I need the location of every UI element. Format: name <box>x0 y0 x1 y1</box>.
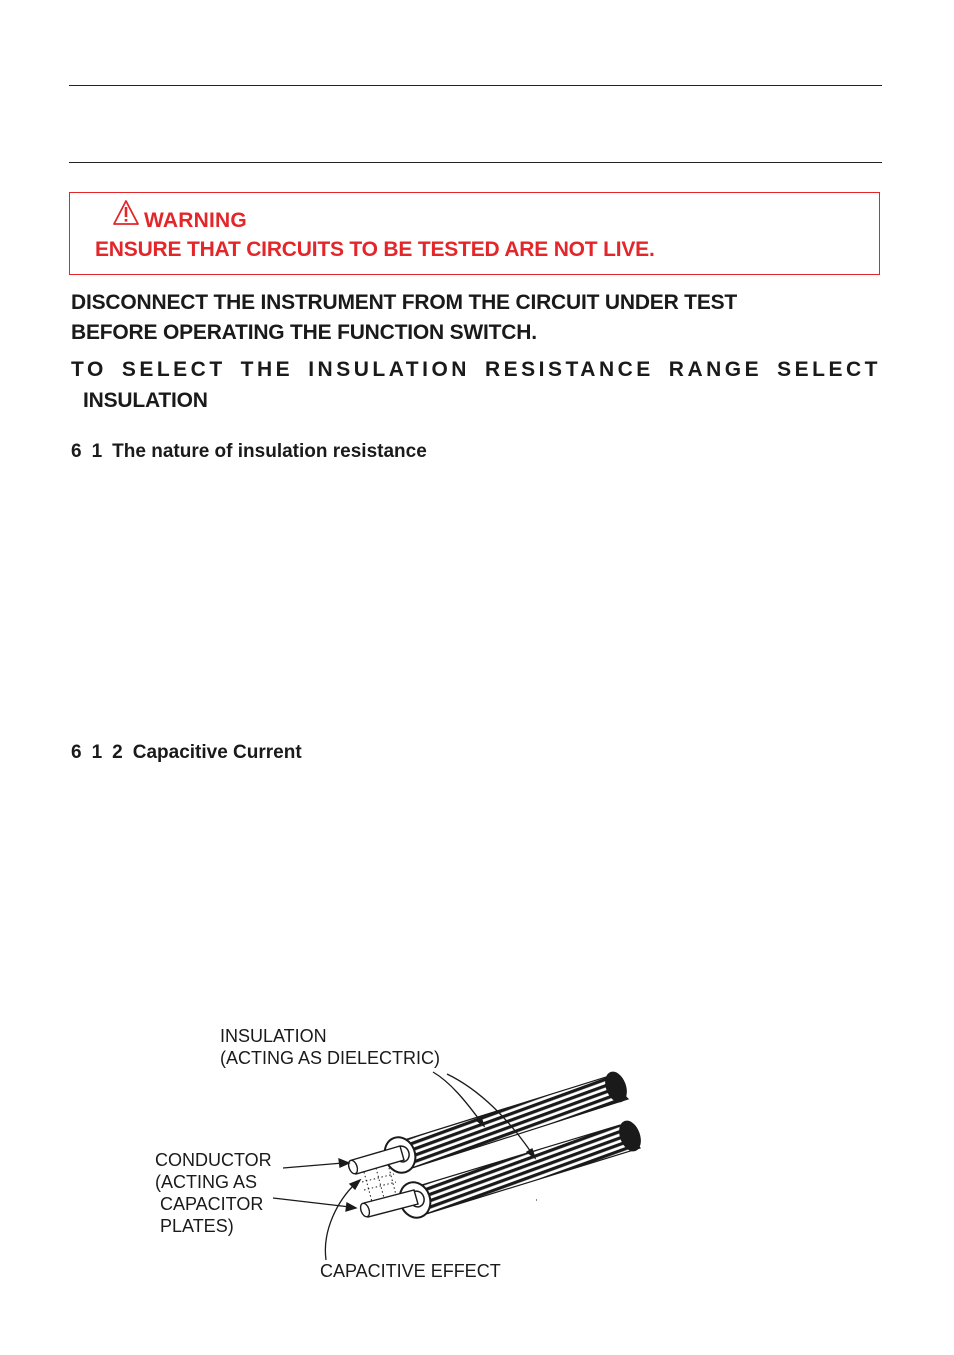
instruction-line-1: DISCONNECT THE INSTRUMENT FROM THE CIRCUIT UNDER TEST <box>71 291 738 314</box>
section-title: Capacitive Current <box>132 742 302 763</box>
warning-triangle-icon <box>112 199 140 227</box>
capacitive-cable-figure <box>150 1020 670 1290</box>
conductor-label: CONDUCTOR (ACTING AS CAPACITOR PLATES) <box>155 1150 272 1236</box>
select-word: INSULATION <box>308 358 470 381</box>
select-word: TO <box>71 358 107 381</box>
section-number: 1 <box>91 441 103 462</box>
capacitive-effect-label: CAPACITIVE EFFECT <box>320 1261 501 1281</box>
select-word: RESISTANCE <box>484 358 654 381</box>
header-rule <box>69 162 882 163</box>
insulation-label: INSULATION (ACTING AS DIELECTRIC) <box>220 1026 441 1068</box>
select-instruction-end: INSULATION <box>83 389 208 412</box>
section-number: 6 <box>71 742 82 763</box>
section-number: 2 <box>112 742 123 763</box>
section-heading-6-1-2 <box>71 742 302 764</box>
warning-message: ENSURE THAT CIRCUITS TO BE TESTED ARE NOT LIVE. <box>95 238 655 261</box>
warning-title: WARNING <box>144 209 247 232</box>
section-title: The nature of insulation resistance <box>112 441 427 462</box>
section-number: 6 <box>71 441 82 462</box>
section-number: 1 <box>91 742 103 763</box>
select-word: SELECT <box>777 358 881 381</box>
top-rule <box>69 85 882 86</box>
instruction-line-2: BEFORE OPERATING THE FUNCTION SWITCH. <box>71 321 537 344</box>
select-word: SELECT <box>121 358 226 381</box>
section-heading-6-1 <box>71 441 427 463</box>
warning-box <box>69 192 880 275</box>
select-instruction-line <box>71 358 881 382</box>
select-word: RANGE <box>668 358 763 381</box>
select-word: THE <box>240 358 294 381</box>
